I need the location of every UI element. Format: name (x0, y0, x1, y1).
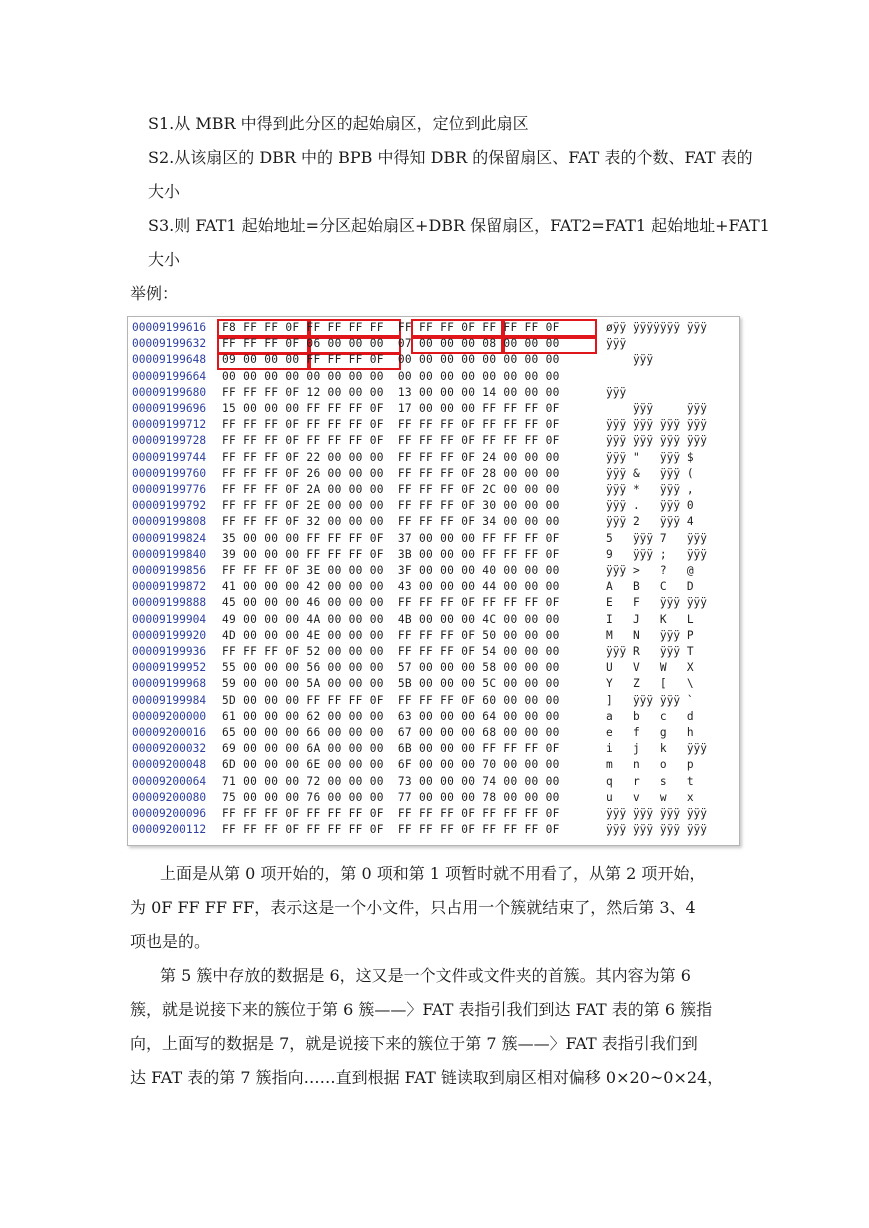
hex-offset: 00009199616 (132, 321, 207, 334)
hex-offset: 00009199920 (132, 628, 207, 642)
hex-bytes: 45 00 00 00 46 00 00 00 FF FF FF 0F FF FF FF 0F (222, 596, 560, 610)
hex-bytes: 35 00 00 00 FF FF FF 0F 37 00 00 00 FF FF FF 0F (222, 531, 560, 545)
hex-ascii: ÿÿÿ 2 ÿÿÿ 4 (606, 515, 694, 529)
hex-ascii: øÿÿ ÿÿÿÿÿÿÿ ÿÿÿ (606, 321, 708, 334)
hex-bytes: 5D 00 00 00 FF FF FF 0F FF FF FF 0F 60 00 00 00 (222, 693, 560, 707)
hex-offset: 00009199936 (132, 645, 207, 658)
hex-bytes: 75 00 00 00 76 00 00 00 77 00 00 00 78 00 00 00 (222, 790, 560, 804)
hex-offset: 00009199664 (132, 369, 207, 383)
hex-bytes: 39 00 00 00 FF FF FF 0F 3B 00 00 00 FF FF FF 0F (222, 547, 560, 561)
paragraph-2-line-3: 向，上面写的数据是 7，就是说接下来的簇位于第 7 簇——〉FAT 表指引我们到 (130, 1034, 698, 1053)
hex-offset: 00009199968 (132, 677, 207, 691)
step-s2: S2.从该扇区的 DBR 中的 BPB 中得知 DBR 的保留扇区、FAT 表的个数、FAT 表的 (148, 148, 753, 167)
hex-ascii: ÿÿÿ & ÿÿÿ ( (606, 466, 694, 480)
hex-bytes: FF FF FF 0F FF FF FF 0F FF FF FF 0F FF FF FF 0F (222, 823, 560, 837)
hex-ascii: 5 ÿÿÿ 7 ÿÿÿ (606, 531, 708, 545)
hex-ascii: ÿÿÿ ÿÿÿ ÿÿÿ ÿÿÿ (606, 807, 708, 820)
step-s3-continued: 大小 (148, 250, 181, 269)
hex-bytes: 65 00 00 00 66 00 00 00 67 00 00 00 68 00 00 00 (222, 726, 560, 739)
paragraph-2-line-1: 第 5 簇中存放的数据是 6，这又是一个文件或文件夹的首簇。其内容为第 6 (160, 966, 691, 985)
hex-bytes: 15 00 00 00 FF FF FF 0F 17 00 00 00 FF FF FF 0F (222, 402, 560, 415)
hex-ascii: m n o p (606, 758, 694, 772)
example-label: 举例： (130, 284, 179, 303)
hex-ascii: ÿÿÿ " ÿÿÿ $ (606, 450, 694, 464)
hex-offset: 00009199680 (132, 385, 207, 399)
hex-ascii: ÿÿÿ . ÿÿÿ 0 (606, 499, 694, 513)
hex-ascii: ÿÿÿ > ? @ (606, 564, 694, 577)
hex-bytes: FF FF FF 0F FF FF FF 0F FF FF FF 0F FF FF FF 0F (222, 807, 560, 820)
hex-ascii: 9 ÿÿÿ ; ÿÿÿ (606, 547, 708, 561)
hex-bytes: 49 00 00 00 4A 00 00 00 4B 00 00 00 4C 00 00 00 (222, 612, 560, 626)
step-s2-continued: 大小 (148, 182, 181, 201)
hex-ascii: ÿÿÿ (606, 385, 627, 399)
hex-bytes: 09 00 00 00 FF FF FF 0F 00 00 00 00 00 00 00 00 (222, 353, 560, 367)
hex-bytes: 59 00 00 00 5A 00 00 00 5B 00 00 00 5C 00 00 00 (222, 677, 560, 691)
hex-ascii: u v w x (606, 790, 694, 804)
hex-ascii: ] ÿÿÿ ÿÿÿ ` (606, 693, 694, 707)
hex-offset: 00009199888 (132, 596, 207, 610)
hex-offset: 00009200016 (132, 726, 207, 739)
hex-bytes: FF FF FF 0F 2A 00 00 00 FF FF FF 0F 2C 00 00 00 (222, 483, 560, 496)
hex-bytes: 41 00 00 00 42 00 00 00 43 00 00 00 44 00 00 00 (222, 580, 560, 594)
hex-offset: 00009199712 (132, 418, 207, 432)
hex-ascii: ÿÿÿ ÿÿÿ ÿÿÿ ÿÿÿ (606, 823, 708, 837)
hex-offset: 00009200032 (132, 742, 207, 756)
hex-ascii: ÿÿÿ R ÿÿÿ T (606, 645, 694, 658)
hex-offset: 00009199728 (132, 434, 207, 448)
hex-offset: 00009199952 (132, 661, 207, 675)
hex-ascii: Y Z [ \ (606, 677, 694, 691)
hex-bytes: 61 00 00 00 62 00 00 00 63 00 00 00 64 00 00 00 (222, 709, 560, 723)
hex-offset: 00009199824 (132, 531, 207, 545)
hex-ascii: U V W X (606, 661, 694, 675)
hex-offset: 00009199840 (132, 547, 207, 561)
hex-ascii: q r s t (606, 774, 694, 788)
hex-bytes: 4D 00 00 00 4E 00 00 00 FF FF FF 0F 50 00 00 00 (222, 628, 560, 642)
hex-offset: 00009199632 (132, 337, 207, 351)
hex-offset: 00009200048 (132, 758, 207, 772)
hex-offset: 00009200080 (132, 790, 207, 804)
hex-offset: 00009200096 (132, 807, 207, 820)
paragraph-2-line-4: 达 FAT 表的第 7 簇指向……直到根据 FAT 链读取到扇区相对偏移 0×20~0×24， (130, 1068, 724, 1087)
hex-bytes: FF FF FF 0F 26 00 00 00 FF FF FF 0F 28 00 00 00 (222, 466, 560, 480)
hex-offset: 00009199856 (132, 564, 207, 577)
hex-ascii: e f g h (606, 726, 694, 739)
hex-dump-figure (127, 316, 740, 846)
hex-offset: 00009199792 (132, 499, 207, 513)
hex-bytes: FF FF FF 0F 2E 00 00 00 FF FF FF 0F 30 00 00 00 (222, 499, 560, 513)
hex-offset: 00009200000 (132, 709, 207, 723)
hex-offset: 00009200064 (132, 774, 207, 788)
hex-ascii: a b c d (606, 709, 694, 723)
hex-offset: 00009199872 (132, 580, 207, 594)
hex-bytes: 69 00 00 00 6A 00 00 00 6B 00 00 00 FF FF FF 0F (222, 742, 560, 756)
hex-bytes: FF FF FF 0F 32 00 00 00 FF FF FF 0F 34 00 00 00 (222, 515, 560, 529)
hex-ascii: A B C D (606, 580, 694, 594)
step-s3: S3.则 FAT1 起始地址=分区起始扇区+DBR 保留扇区，FAT2=FAT1 起始地址+FAT1 (148, 216, 770, 235)
hex-bytes: 55 00 00 00 56 00 00 00 57 00 00 00 58 00 00 00 (222, 661, 560, 675)
hex-bytes: FF FF FF 0F 3E 00 00 00 3F 00 00 00 40 00 00 00 (222, 564, 560, 577)
hex-offset: 00009199776 (132, 483, 207, 496)
paragraph-2-line-2: 簇，就是说接下来的簇位于第 6 簇——〉FAT 表指引我们到达 FAT 表的第 6 簇指 (130, 1000, 713, 1019)
hex-bytes: FF FF FF 0F 22 00 00 00 FF FF FF 0F 24 00 00 00 (222, 450, 560, 464)
hex-bytes: F8 FF FF 0F FF FF FF FF FF FF FF 0F FF FF FF 0F (222, 321, 560, 334)
hex-offset: 00009199984 (132, 693, 207, 707)
hex-bytes: FF FF FF 0F FF FF FF 0F FF FF FF 0F FF FF FF 0F (222, 418, 560, 432)
paragraph-1-line-3: 项也是的。 (130, 932, 211, 951)
hex-ascii: M N ÿÿÿ P (606, 628, 694, 642)
hex-bytes: FF FF FF 0F 52 00 00 00 FF FF FF 0F 54 00 00 00 (222, 645, 560, 658)
hex-ascii: ÿÿÿ (606, 337, 627, 351)
hex-ascii: ÿÿÿ ÿÿÿ ÿÿÿ ÿÿÿ (606, 434, 708, 448)
hex-bytes: FF FF FF 0F 12 00 00 00 13 00 00 00 14 00 00 00 (222, 385, 560, 399)
hex-offset: 00009199760 (132, 466, 207, 480)
hex-offset: 00009199904 (132, 612, 207, 626)
hex-ascii: ÿÿÿ (606, 353, 654, 367)
hex-offset: 00009199648 (132, 353, 207, 367)
step-s1: S1.从 MBR 中得到此分区的起始扇区，定位到此扇区 (148, 114, 529, 133)
hex-ascii: ÿÿÿ * ÿÿÿ , (606, 483, 694, 496)
hex-ascii: ÿÿÿ ÿÿÿ ÿÿÿ ÿÿÿ (606, 418, 708, 432)
hex-bytes: 6D 00 00 00 6E 00 00 00 6F 00 00 00 70 00 00 00 (222, 758, 560, 772)
hex-offset: 00009199744 (132, 450, 207, 464)
hex-ascii: E F ÿÿÿ ÿÿÿ (606, 596, 708, 610)
hex-bytes: 71 00 00 00 72 00 00 00 73 00 00 00 74 00 00 00 (222, 774, 560, 788)
hex-bytes: FF FF FF 0F FF FF FF 0F FF FF FF 0F FF FF FF 0F (222, 434, 560, 448)
hex-ascii: i j k ÿÿÿ (606, 742, 708, 756)
paragraph-1-line-2: 为 0F FF FF FF，表示这是一个小文件，只占用一个簇就结束了，然后第 3、4 (130, 898, 696, 917)
hex-offset: 00009200112 (132, 823, 207, 837)
hex-bytes: 00 00 00 00 00 00 00 00 00 00 00 00 00 00 00 00 (222, 369, 560, 383)
paragraph-1-line-1: 上面是从第 0 项开始的，第 0 项和第 1 项暂时就不用看了，从第 2 项开始， (160, 864, 706, 883)
hex-ascii: ÿÿÿ ÿÿÿ (606, 402, 708, 415)
hex-bytes: FF FF FF 0F 06 00 00 00 07 00 00 00 08 00 00 00 (222, 337, 560, 351)
hex-offset: 00009199696 (132, 402, 207, 415)
hex-ascii: I J K L (606, 612, 694, 626)
hex-offset: 00009199808 (132, 515, 207, 529)
